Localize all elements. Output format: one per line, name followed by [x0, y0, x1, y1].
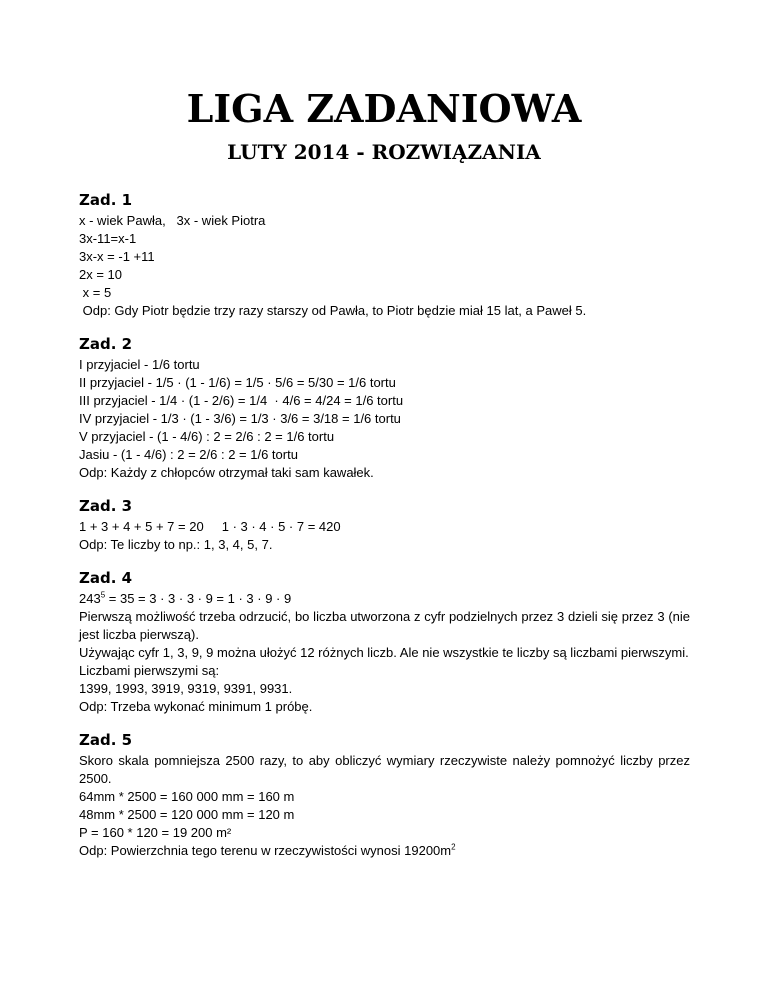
task-heading: Zad. 4 [79, 569, 133, 587]
text-line: 48mm * 2500 = 120 000 mm = 120 m [79, 807, 295, 822]
answer-text: Odp: Powierzchnia tego terenu w rzeczywistości wynosi 19200m [79, 843, 452, 858]
text-line: Skoro skala pomniejsza 2500 razy, to aby obliczyć wymiary rzeczywiste należy pomnożyć liczby przez 2500. [79, 753, 694, 786]
answer-line: Odp: Gdy Piotr będzie trzy razy starszy od Pawła, to Piotr będzie miał 15 lat, a Paweł 5. [79, 303, 587, 318]
answer-line: Odp: Te liczby to np.: 1, 3, 4, 5, 7. [79, 537, 273, 552]
task-heading: Zad. 2 [79, 335, 133, 353]
text-line: Liczbami pierwszymi są: [79, 663, 220, 678]
text-line: x - wiek Pawła, 3x - wiek Piotra [79, 213, 266, 228]
text-line: 3x-x = -1 +11 [79, 249, 155, 264]
power-exponent: 5 [100, 590, 106, 600]
text-line: Używając cyfr 1, 3, 9, 9 można ułożyć 12 różnych liczb. Ale nie wszystkie te liczby są liczbami pierwszymi. [79, 645, 689, 660]
task-5 [79, 730, 694, 860]
unit-exponent: 2 [451, 842, 456, 852]
text-line: 1399, 1993, 3919, 9319, 9391, 9931. [79, 681, 293, 696]
text-line: II przyjaciel - 1/5 · (1 - 1/6) = 1/5 · 5/6 = 5/30 = 1/6 tortu [79, 375, 396, 390]
text-line: Jasiu - (1 - 4/6) : 2 = 2/6 : 2 = 1/6 tortu [79, 447, 298, 462]
text-line: 64mm * 2500 = 160 000 mm = 160 m [79, 789, 295, 804]
page-title: LIGA ZADANIOWA [186, 86, 582, 131]
task-4 [79, 568, 694, 716]
answer-line: Odp: Każdy z chłopców otrzymał taki sam kawałek. [79, 465, 374, 480]
task-heading: Zad. 3 [79, 497, 133, 515]
text-line: I przyjaciel - 1/6 tortu [79, 357, 200, 372]
answer-line [79, 842, 690, 860]
text-line: 3x-11=x-1 [79, 231, 137, 246]
task-heading: Zad. 1 [79, 191, 133, 209]
answer-line: Odp: Trzeba wykonać minimum 1 próbę. [79, 699, 313, 714]
text-line: IV przyjaciel - 1/3 · (1 - 3/6) = 1/3 · 3/6 = 3/18 = 1/6 tortu [79, 411, 401, 426]
text-line: V przyjaciel - (1 - 4/6) : 2 = 2/6 : 2 = 1/6 tortu [79, 429, 335, 444]
text-line: 2x = 10 [79, 267, 123, 282]
text-line: x = 5 [79, 285, 112, 300]
equation-rest: = 35 = 3 · 3 · 3 · 9 = 1 · 3 · 9 · 9 [105, 591, 292, 606]
page-subtitle: LUTY 2014 - ROZWIĄZANIA [227, 140, 541, 164]
text-line: III przyjaciel - 1/4 · (1 - 2/6) = 1/4 · 4/6 = 4/24 = 1/6 tortu [79, 393, 404, 408]
task-3 [79, 496, 690, 554]
task-2 [79, 334, 690, 482]
text-line: 1 + 3 + 4 + 5 + 7 = 20 1 · 3 · 4 · 5 · 7 = 420 [79, 519, 341, 534]
task-heading: Zad. 5 [79, 731, 133, 749]
text-line: P = 160 * 120 = 19 200 m² [79, 825, 232, 840]
equation-line [79, 590, 690, 608]
text-line: Pierwszą możliwość trzeba odrzucić, bo liczba utworzona z cyfr podzielnych przez 3 dzieli się przez 3 (nie jest liczba pierwszą). [79, 609, 694, 642]
power-base: 243 [79, 591, 101, 606]
task-1 [79, 190, 690, 320]
tasks-content [79, 190, 694, 874]
